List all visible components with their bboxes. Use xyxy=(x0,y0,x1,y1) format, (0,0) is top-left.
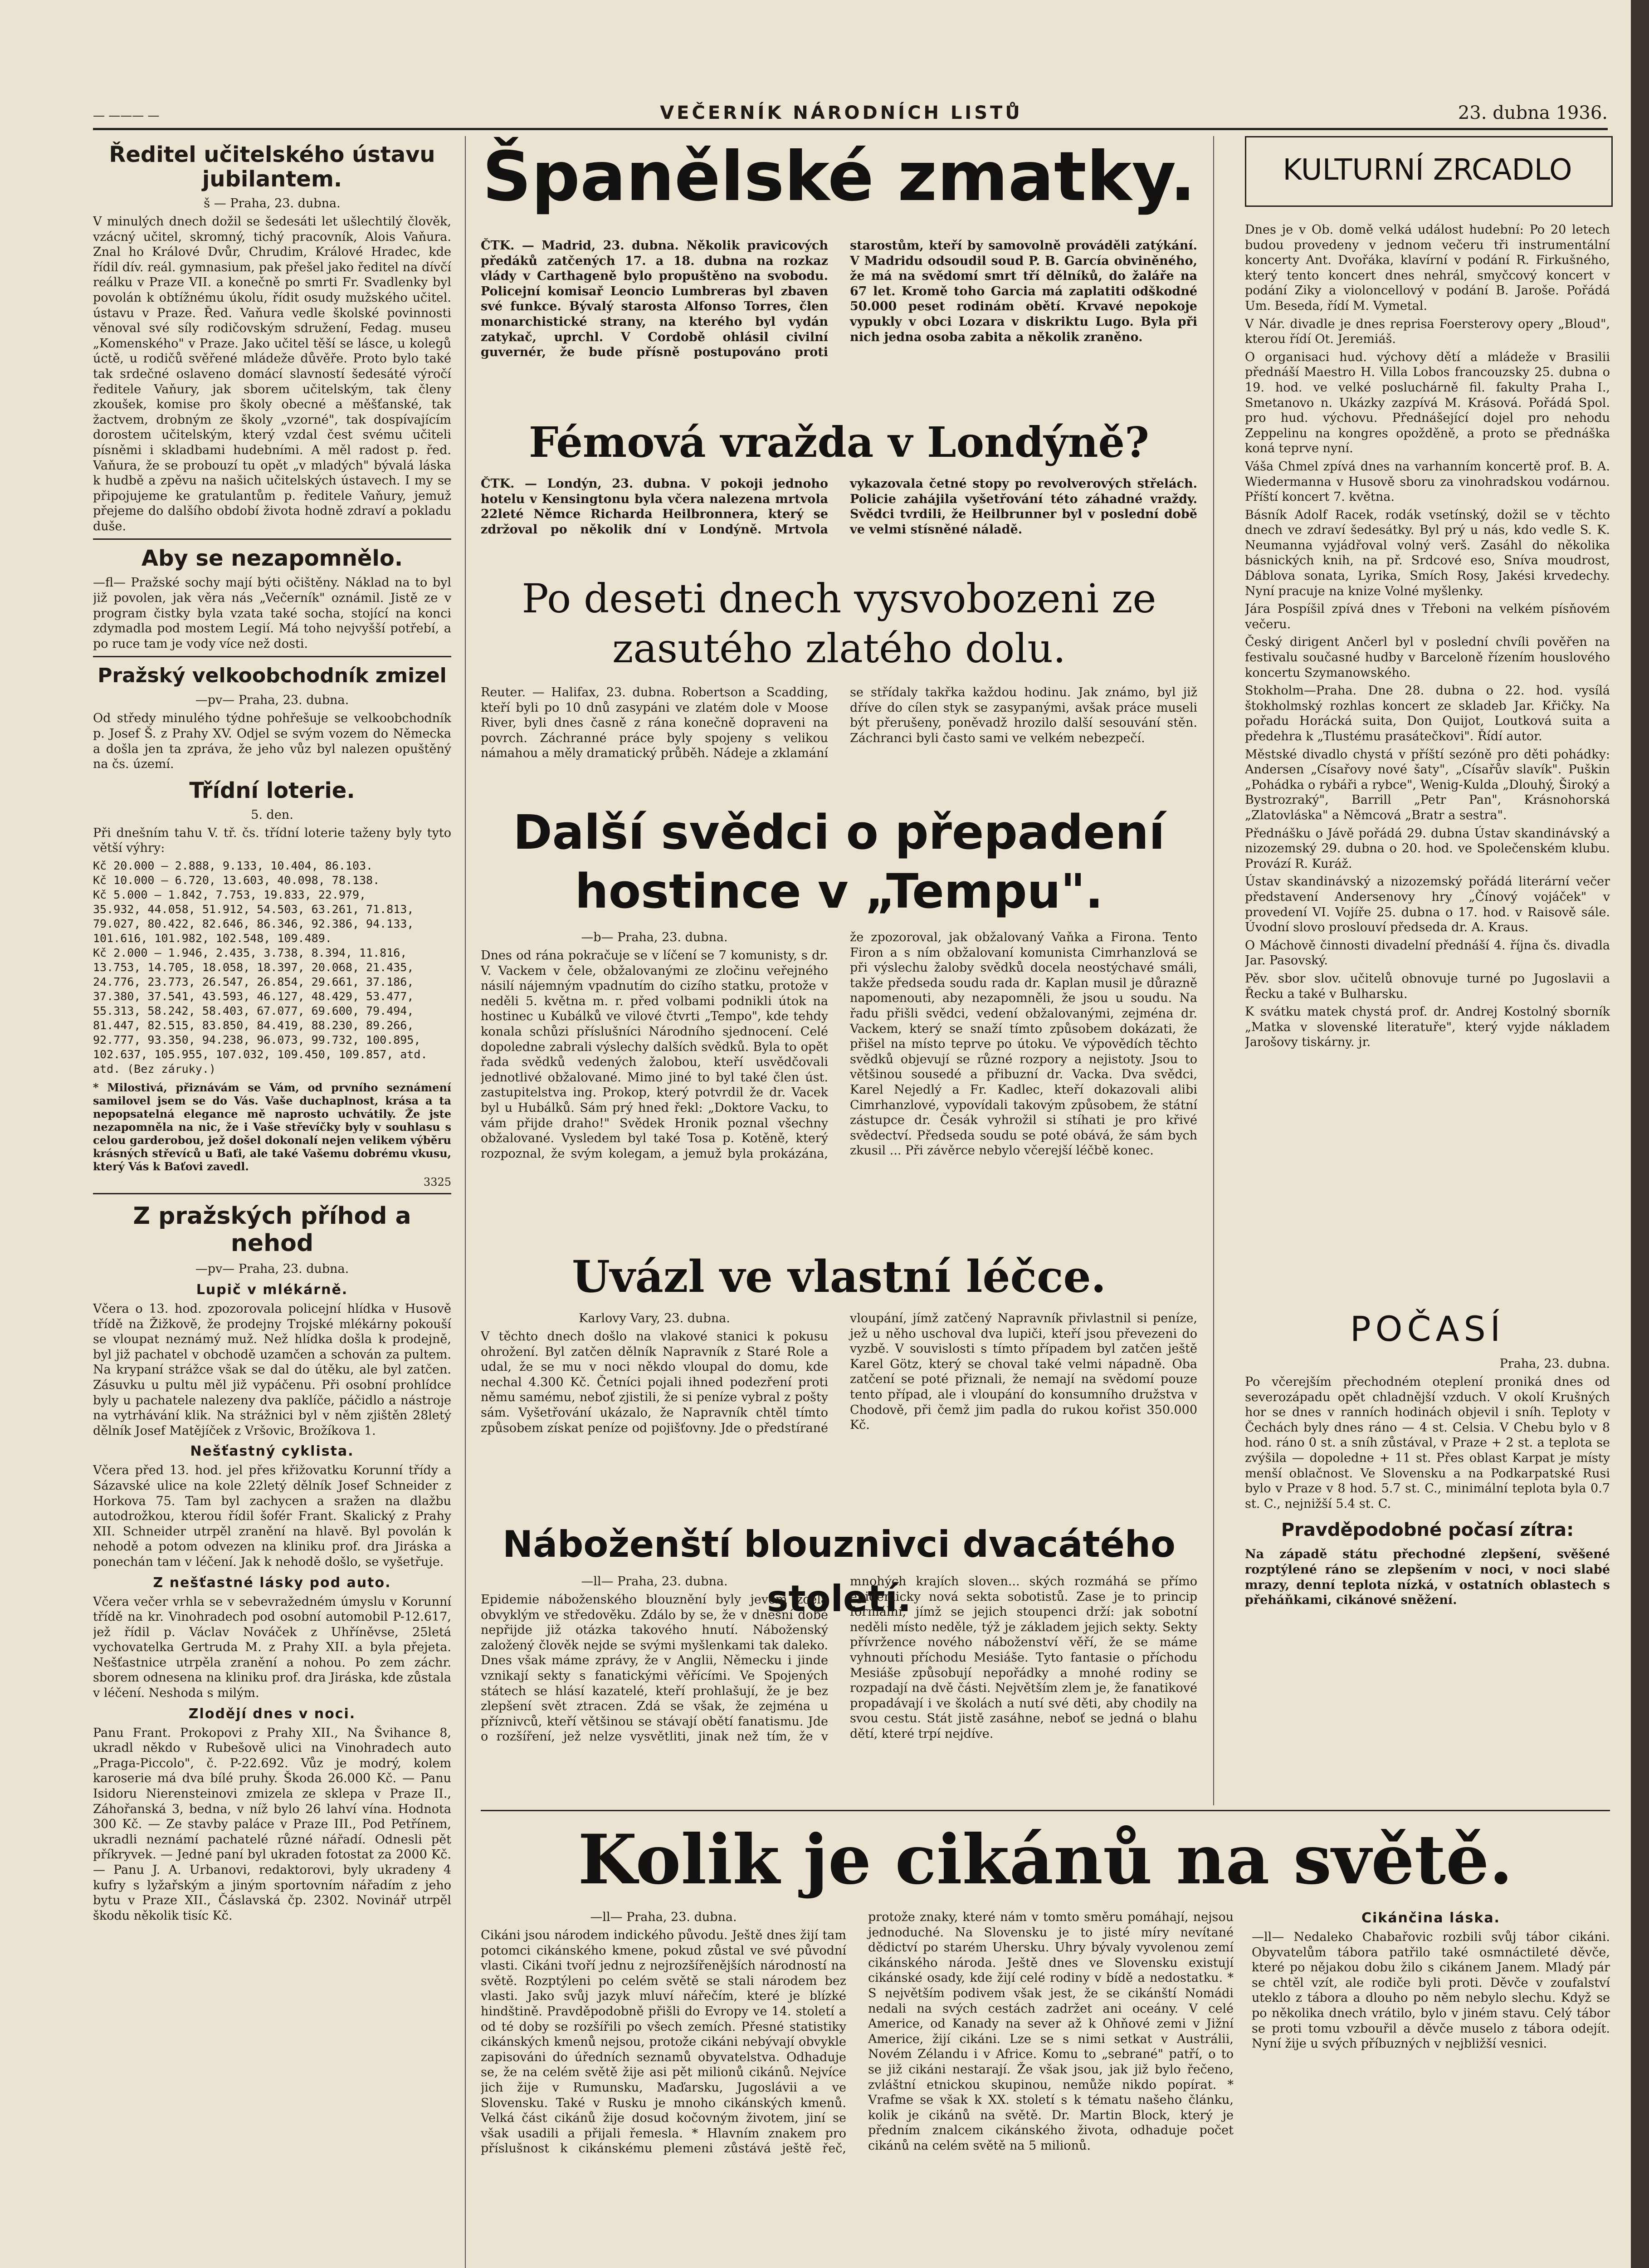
body-velkoobchodnik: Od středy minulého týdne pohřešuje se velkoobchodník p. Josef Š. z Prahy XV. Odjel se svým vozem do Německa a došla jen ta zpráva, že jeho vůz byl nalezen opuštěný na čs. území. xyxy=(93,711,451,772)
body-reditel: V minulých dnech dožil se šedesáti let ušlechtilý člověk, vzácný učitel, skromný, tichý pracovník, Alois Vaňura. Znal ho Králové Dvůr, Chrudim, Králové Hradec, kde řídil dív. reál. gymnasium, pak přešel jako ředitel na dívčí reálku v Praze VII. a konečně po smrti Fr. Svadlenky byl povolán k obtížnému úkolu, řídit osudy mužského učitel. ústavu v Praze. Řed. Vaňura vedle školské povinnosti věnoval své síly rodičovským sdružení, Fedag. museu „Komenského" v Praze. Jako učitel těší se lásce, u kolegů úctě, u rodičů svěřené mládeže důvěře. Proto bylo také tak srdečné oslaveno domácí slavností šedesáté výročí ředitele Vaňury, jak sborem učitelským, tak členy zkoušek, komise pro školy obecné a měšťanské, tak žactvem, drobným ze školy „vzorné", tak dospívajícím dorostem učitelským, který vzdal čest svému učiteli písněmi i skladbami hudebními. A měl radost p. řed. Vaňura, že se probouzí tu opět „v mladých" bývalá láska k hudbě a zpěvu na našich učitelských ústavech. I my se připojujeme ke gratulantům p. ředitele Vaňury, jemuž přejeme do dalšího období života hodně zdraví a pokladu duše. xyxy=(93,215,451,533)
body-spanelske: ČTK. — Madrid, 23. dubna. Několik pravicových předáků zatčených 17. a 18. dubna na rozkaz vlády v Carthageně bylo propuštěno na svobodu. Policejní komisař Leoncio Lumbreras byl zbaven své funkce. Bývalý starosta Alfonso Torres, člen monarchistické strany, na kterého byl vydán zatykač, uprchl. V Cordobě ohlásil civilní guvernér, že bude přísně postupováno proti starostům, kteří by samovolně prováděli zatýkání. V Madridu odsoudil soud P. B. García obviněného, že má na svědomí smrt tří dělníků, do žaláře na 67 let. Kromě toho Garcia má zaplatiti odškodné 50.000 peset rodinám obětí. Krvavé nepokoje vypukly v obci Lozara v diskriktu Lugo. Byla při nich jedna osoba zabita a několik zraněno. xyxy=(481,239,1197,360)
kultura-item: V Nár. divadle je dnes reprisa Foersterovy opery „Bloud", kterou řídí Ot. Jeremiáš. xyxy=(1245,317,1610,347)
body-cyklista: Včera před 13. hod. jel přes křižovatku Korunní třídy a Sázavské ulice na kole 22letý dělník Josef Schneider z Horkova 75. Tam byl zachycen a sražen na dlažbu autodrožkou, kterou řídil šofér Frant. Skalický z Prahy XII. Schneider utrpěl zranění na hlavě. Byl povolán k nehodě a potom odvezen na kliniku prof. dra Jiráska a ponechán tam v léčení. Jak k nehodě došlo, se vyšetřuje. xyxy=(93,1463,451,1569)
loterie-row: 35.932, 44.058, 51.912, 54.503, 63.261, 71.813, xyxy=(93,903,414,916)
headline-londyn: Fémová vražda v Londýně? xyxy=(529,418,1149,467)
article-prihody xyxy=(93,1202,451,1923)
kultura-item: Přednášku o Jávě pořádá 29. dubna Ústav skandinávský a nizozemský 29. dubna o 20. hod. ve Společenském klubu. Provází R. Kuráž. xyxy=(1245,826,1610,871)
article-cikani-side xyxy=(1252,1910,1610,2268)
subhead-laska: Z nešťastné lásky pod auto. xyxy=(153,1574,391,1591)
kultura-item: Váša Chmel zpívá dnes na varhanním koncertě prof. B. A. Wiedermanna v Husově sboru za vinohradskou vodárnou. Příští koncert 7. května. xyxy=(1245,459,1610,504)
body-zlatydul: Reuter. — Halifax, 23. dubna. Robertson a Scadding, kteří byli po 10 dnů zasypáni ve zlatém dole v Moose River, byli dnes časně z rána konečně dopraveni na povrch. Záchranné práce byly spojeny s velikou námahou a měly dramatický průběh. Nádeje a zklamání se střídaly takřka každou hodinu. Jak známo, byl již dříve do cílen styk se zasypanými, avšak práce museli být přerušeny, poněvadž hrozilo další sesouvání stěn. Záchranci byli často sami ve velkém nebezpečí. xyxy=(481,685,1197,761)
advert-number: 3325 xyxy=(423,1176,451,1188)
headline-pocasi: POČASÍ xyxy=(1350,1309,1505,1349)
body-laska: Včera večer vrhla se v sebevražedném úmyslu v Korunní třídě na kr. Vinohradech pod osobní automobil P-12.617, jež řídil p. Václav Nováček z Uhříněvse, 25letá vychovatelka Gertruda M. z Prahy XII. a byla přejeta. Nešťastnice utrpěla zranění a nohou. Po zem záchr. sborem odnesena na kliniku prof. dra Jiráska, kde zůstala v léčení. Neshoda s milým. xyxy=(93,1594,451,1701)
page-edge xyxy=(1631,0,1649,2268)
divider xyxy=(93,1193,451,1194)
body-cikani: Cikáni jsou národem indického původu. Ještě dnes žijí tam potomci cikánského kmene, pokud zůstal ve své původní vlasti. Cikáni tvoří jednu z nejrozšířenějších národností na světě. Rozptýleni po celém světě se stali národem bez vlasti. Jako svůj jazyk mluví nářečím, které je blízké hindštině. Pravděpodobně přišli do Evropy ve 14. století a od té doby se rozšířili po všech zemích. Přesné statistiky cikánských kmenů nejsou, protože cikáni nebývají obvykle zapisováni do úředních seznamů obyvatelstva. Odhaduje se, že na celém světě žije asi pět milionů cikánů. Nejvíce jich žije v Rumunsku, Maďarsku, Jugoslávii a ve Slovensku. Také v Rusku je mnoho cikánských kmenů. Velká část cikánů žije dosud kočovným životem, jiní se však usadili a přijali řemesla. * Hlavním znakem pro příslušnost k cikánskému plemeni zůstává ještě řeč, protože znaky, které nám v tomto směru pomáhají, nejsou jednoduché. Na Slovensku je to jisté míry nevítané dědictví po starém Uhersku. Uhry bývaly vyvolenou zemí cikánského národa. Ještě dnes ve Slovensku existují cikánské osady, kde žijí celé rodiny v bídě a nedostatku. * S největším podivem však jest, že se cikánští Nomádi nedali na svých cestách zadržet ani oceány. V celé Americe, od Kanady na sever až k Ohňové zemi v Jižní Americe, žijí cikáni. Lze se s nimi setkat v Austrálii, Novém Zélandu i v Africe. Komu to „sebrané" patří, o to se již cikáni nestarají. Že však jsou, jak již bylo řečeno, zvláštní etnickou skupinou, nemůže nikdo popírat. * Vrafme se však k XX. století s k tématu našeho článku, kolik je cikánů na světě. Dr. Martin Block, který je předním znalcem cikánského života, odhaduje počet cikánů na celém světě na 5 milionů. xyxy=(481,1910,1234,2156)
masthead xyxy=(93,101,1608,130)
article-spanelske xyxy=(481,238,1197,401)
headline-loterie: Třídní loterie. xyxy=(189,777,355,803)
body-tempo: Dnes od rána pokračuje se v líčení se 7 komunisty, s dr. V. Vackem v čele, obžalovanými ze zločinu veřejného násilí nájemným vpadnutím do cizího statku, protože v neděli 5. května m. r. před volbami podnikli útok na hostinec u Kubálků ve vilové čtvrti „Tempo", kde tehdy konala schůzi příslušníci Národního sjednocení. Celé dopoledne zabrali výslechy dalších svědků. Byla to opět řada svědků vedených žalobou, kteří usvědčovali jednotlivé obžalované. Mimo jiné to byl také člen úst. zastupitelstva ing. Prokop, který potvrdil že dr. Vacek byl u Hubálků. Sám prý hned řekl: „Doktore Vacku, to vám přijde draho!" Svědek Hronik poznal všechny obžalované. Vysledem byl také Tosa p. Kotěně, který rozpoznal, že svým kolegam, a jemuž byla prokázána, že zpozoroval, jak obžalovaný Vaňka a Firona. Tento Firon a s ním obžalovaní komunista Cimrhanzlová se při výslechu žaloby svědků docela neostýchavé smáli, takže předseda soudu rada dr. Kaplan musil je důrazně napomenouti, aby nezapomněli, že jsou u soudu. Na řadu přišli svědci, vedení obžalovanými, zejména dr. Vackem, který se snaží tímto způsobem dokázati, že přišel na místo teprve po útoku. Ve výpovědích těchto svědků objevují se různé rozpory a nejistoty. Jsou to většinou sousedé a přibuzní dr. Vacka. Dva svědci, Karel Nejedlý a Fr. Kadlec, kteří dokazovali alibi Cimrhanzlové, vypovídali takovým způsobem, že státní zástupce dr. Česák vyhrožil si stíhati je pro křivé svědectví. Předseda soudu se poté obává, že sám bych zkusil ... Při závěrce nebylo včerejší léčbě konec. xyxy=(481,930,1197,1161)
kultura-item: O Máchově činnosti divadelní přednáší 4. října čs. divadla Jar. Pasovský. xyxy=(1245,938,1610,968)
dateline-cikani: —ll— Praha, 23. dubna. xyxy=(590,1910,737,1924)
body-lupic: Včera o 13. hod. zpozorovala policejní hlídka v Husově třídě na Žižkově, že prodejny Trojské mlékárny pokouší se vloupat neznámý muž. Než hlídka došla k prodejně, byl již pachatel v obchodě uzamčen a schován za pultem. Na krypaní strážce však se dal do útěku, ale byl zatčen. Zásuvku u pultu měl již vypáčenu. Při osobní prohlídce byly u pachatele nalezeny dva paklíče, páčidlo a nástroje na vytrhávání klik. Na strážnici byl v něm zjištěn 28letý dělník Josef Matějíček z Vršovic, Brožíkova 1. xyxy=(93,1302,451,1438)
body-lecce: V těchto dnech došlo na vlakové stanici k pokusu ohrožení. Byl zatčen dělník Napravník z Staré Role a udal, že se mu v noci někdo vloupal do domu, kde nechal 4.300 Kč. Četníci pojali ihned podezření proti němu samému, neboť zjistili, že si peníze vybral z pošty sám. Vyšetřování ukázalo, že Napravník chtěl tímto způsobem získat peníze od pojišťovny. Jde o předstírané vloupání, jímž zatčený Napravník přivlastnil si peníze, jež u něho uschoval dva lupiči, kteří jsou převezeni do vyzbě. V souvislosti s tímto případem byl zatčen ještě Karel Götz, který se choval také velmi nápadně. Oba zatčení se poté přiznali, že nemají na svědomí pouze tento případ, ale i vloupání do konsumního družstva v Chodově, při čemž jim padla do rukou kořist 350.000 Kč. xyxy=(481,1311,1197,1435)
column-left xyxy=(93,136,451,2268)
loterie-row: Kč 20.000 — 2.888, 9.133, 10.404, 86.103. xyxy=(93,859,373,872)
bata-advert: * Milostivá, přiznávám se Vám, od prvního seznámení samilovel jsem se do Vás. Vaše duchaplnost, krása a ta nepopsatelná elegance mě naprosto uchvátily. Že jste nezapomněla na nic, že i Vaše střevíčky byly v souhlasu s celou garderobou, jež došel dokonalí nejen velikem výběru krásných střevíců u Baťi, ale také Vašemu dobrému vkusu, který Vás k Baťovi zavedl. xyxy=(93,1081,451,1173)
subhead-zlodeji: Zlodějí dnes v noci. xyxy=(188,1706,356,1722)
headline-velkoobchodnik: Pražský velkoobchodník zmizel xyxy=(98,664,447,688)
masthead-dash: — ——— — xyxy=(93,109,160,122)
dateline-tempo: —b— Praha, 23. dubna. xyxy=(581,930,728,944)
kultura-item: Český dirigent Ančerl byl v poslední chvíli pověřen na festivalu současné hudby v Barceloně řízením houslového koncertu Szymanowského. xyxy=(1245,635,1610,680)
article-reditel xyxy=(93,142,451,534)
column-pocasi xyxy=(1245,1356,1610,1805)
article-cikani xyxy=(481,1910,1234,2268)
kultura-item: Stokholm—Praha. Dne 28. dubna o 22. hod. vysílá štokholmský rozhlas koncert ze skladeb Jar. Křičky. Na pořadu Horácká suita, Don Quijot, Loutková suita a předehra k „Tlustému prasátečkovi". Řídí autor. xyxy=(1245,684,1610,743)
loterie-row: atd. (Bez záruky.) xyxy=(93,1062,216,1075)
loterie-row: Kč 5.000 — 1.842, 7.753, 19.833, 22.979, xyxy=(93,888,366,901)
headline-tempo: Další svědci o přepadení hostince v „Tempu". xyxy=(513,805,1165,919)
loterie-row: Kč 2.000 — 1.946, 2.435, 3.738, 8.394, 11.816, xyxy=(93,946,407,959)
loterie-row: 101.616, 101.982, 102.548, 109.489. xyxy=(93,932,332,945)
loterie-row: Kč 10.000 — 6.720, 13.603, 40.098, 78.138. xyxy=(93,874,380,887)
headline-sochy: Aby se nezapomnělo. xyxy=(141,546,403,572)
article-blouznivci xyxy=(481,1574,1197,1810)
dateline-reditel: š — Praha, 23. dubna. xyxy=(204,196,341,210)
loterie-row: 81.447, 82.515, 83.850, 84.419, 88.230, 89.266, xyxy=(93,1019,414,1032)
headline-cikani: Kolik je cikánů na světě. xyxy=(578,1820,1513,1900)
loterie-intro: Při dnešním tahu V. tř. čs. třídní loterie taženy byly tyto větší výhry: xyxy=(93,826,451,855)
divider xyxy=(93,656,451,657)
newspaper-name: VEČERNÍK NÁRODNÍCH LISTŮ xyxy=(660,103,1023,123)
loterie-table xyxy=(93,859,451,1076)
dateline-prihody: —pv— Praha, 23. dubna. xyxy=(195,1262,349,1276)
body-cikancina-laska: —ll— Nedaleko Chabařovic rozbili svůj tábor cikáni. Obyvatelům tábora patřilo také osmnáctileté děvče, které po nějakou dobu žilo s cikánem Janem. Mladý pár se chtěl vzít, ale rodiče byli proti. Děvče v zoufalství uteklo z tábora a dlouho po něm nebylo slechu. Když se po několika dnech vrátilo, bylo v jiném stavu. Celý tábor se proti tomu vzbouřil a děvče muselo z tábora odejít. Nyní žije u svých příbuzných v nejbližší vesnici. xyxy=(1252,1930,1610,2051)
dateline-pocasi: Praha, 23. dubna. xyxy=(1499,1357,1610,1371)
body-pocasi: Po včerejším přechodném oteplení proniká dnes od severozápadu opět chladnější vzduch. V okolí Krušných hor se dnes v ranních hodinách objevil i sníh. Teploty v Čechách byly dnes ráno — 4 st. Celsia. V Chebu bylo v 8 hod. ráno 0 st. a sníh zůstával, v Praze + 2 st. a teplota se zvýšila — dopoledne + 11 st. Přes oblast Karpat je místy menší oblačnost. Ve Slovensku a na Podkarpatské Rusi bylo v Praze v 8 hod. 5.7 st. C., minimální teplota byla 0.7 st. C., nejnižší 5.4 st. C. xyxy=(1245,1375,1610,1511)
loterie-row: 24.776, 23.773, 26.547, 26.854, 29.661, 37.186, xyxy=(93,975,414,988)
dateline-blouznivci: —ll— Praha, 23. dubna. xyxy=(581,1574,728,1589)
kultura-item: Pěv. sbor slov. učitelů obnovuje turné po Jugoslavii a Řecku a také v Bulharsku. xyxy=(1245,971,1610,1001)
article-zlatydul xyxy=(481,685,1197,803)
column-kultura xyxy=(1245,222,1610,1302)
loterie-row: 92.777, 93.350, 94.238, 96.073, 99.732, 100.895, xyxy=(93,1033,421,1046)
dateline-lecce: Karlovy Vary, 23. dubna. xyxy=(579,1311,730,1325)
loterie-row: 37.380, 37.541, 43.593, 46.127, 48.429, 53.477, xyxy=(93,990,414,1003)
column-rule xyxy=(465,136,466,2268)
loterie-day: 5. den. xyxy=(251,807,293,822)
divider xyxy=(93,538,451,540)
body-blouznivci: Epidemie náboženského blouznění byly jevem zcela obvyklým ve středověku. Zdálo by se, že v dnešní době nepřijde již otázka takového hnutí. Náboženský založený člověk nejde se svými myšlenkami tak daleko. Dnes však máme zprávy, že v Anglii, Německu i jinde vznikají sekty s fanatickými věřícími. Ve Spojených státech se hlásí kazatelé, kteří prohlašují, že je bez zlepšení svět ztracen. Zdá se však, že zejména u příznivců, kteří většinou se stávají obětí fanatismu. Jde o rozšíření, jež nelze vysvětliti, jinak než tím, že v mnohých krajích sloven... ských rozmáhá se přímo epidemicky nová sekta sobotistů. Zase je to princip formální, jímž se jejich stoupenci drží: jak sobotní neděli místo neděle, týž je základem jejich sekty. Sekty přívržence nového náboženství věří, že se máme vyhnouti příchodu Mesiáše. Tyto fantasie o příchodu Mesiáše způsobují nepořádky a mnohé rodiny se rozpadají na dvě části. Největším zlem je, že fanatikové propadávají i ve školách a nutí své děti, aby chodily na svou cestu. Stát jistě zasáhne, neboť se jedná o blahu dětí, které trpí nejdíve. xyxy=(481,1574,1197,1744)
article-londyn xyxy=(481,476,1197,581)
headline-kultura: KULTURNÍ ZRCADLO xyxy=(1283,153,1572,187)
dateline-velkoobchodnik: —pv— Praha, 23. dubna. xyxy=(195,693,349,708)
divider xyxy=(481,1810,1610,1811)
article-lecce xyxy=(481,1311,1197,1520)
subhead-cikancina-laska: Cikánčina láska. xyxy=(1361,1910,1500,1926)
kultura-item: Jára Pospíšil zpívá dnes v Třeboni na velkém písňovém večeru. xyxy=(1245,602,1610,631)
kultura-item: Dnes je v Ob. domě velká událost hudební: Po 20 letech budou provedeny v jednom večeru tři instrumentální koncerty Ant. Dvořáka, klavírní v podání R. Firkušného, který tento koncert dnes nehrál, smyčcový koncert v podání Ziky a violoncellový v podání B. Jaroše. Pořádá Um. Beseda, řídí M. Vymetal. xyxy=(1245,223,1610,313)
kultura-item: K svátku matek chystá prof. dr. Andrej Kostolný sborník „Matka v slovenské literatuře", který vyjde nákladem Jarošovy tiskárny. jr. xyxy=(1245,1005,1610,1050)
headline-zlatydul: Po deseti dnech vysvobozeni ze zasutého zlatého dolu. xyxy=(522,575,1156,672)
headline-reditel: Ředitel učitelského ústavu jubilantem. xyxy=(109,142,435,192)
loterie-row: 55.313, 58.242, 58.403, 67.077, 69.600, 79.494, xyxy=(93,1004,414,1017)
article-tempo xyxy=(481,930,1197,1247)
subhead-lupic: Lupič v mlékárně. xyxy=(196,1282,348,1298)
headline-blouznivci: Náboženští blouznivci dvacátého století. xyxy=(503,1523,1176,1620)
subhead-cyklista: Nešťastný cyklista. xyxy=(190,1443,354,1460)
article-loterie xyxy=(93,778,451,1188)
headline-forecast: Pravděpodobné počasí zítra: xyxy=(1281,1520,1574,1541)
loterie-row: 102.637, 105.955, 107.032, 109.450, 109.857, atd. xyxy=(93,1048,428,1061)
kultura-item: Městské divadlo chystá v příští sezóně pro děti pohádky: Andersen „Císařovy nové šaty", „Císařův slavík". Puškin „Pohádka o rybáři a rybce", Wenig-Kulda „Dlouhý, Široký a Bystrozraký", Barrill „Petr Pan", Krásnohorská „Zlatovláska" a Němcová „Bratr a sestra". xyxy=(1245,747,1610,822)
article-sochy xyxy=(93,546,451,651)
column-rule xyxy=(1213,136,1214,1805)
kultura-item: Ústav skandinávský a nizozemský pořádá literární večer představení Andersenovy hry „Čínový vojáček" v provedení VI. Vojíře 25. dubna o 17. hod. v Raisově sále. Úvodní slovo proslouví předseda dr. A. Kraus. xyxy=(1245,875,1610,935)
body-forecast: Na západě státu přechodné zlepšení, svěšené rozptýlené ráno se zlepšením v noci, v noci slabé mrazy, denní teplota nízká, v ostatních oblastech s přeháňkami, cikánové sněžení. xyxy=(1245,1547,1610,1608)
issue-date: 23. dubna 1936. xyxy=(1458,103,1608,123)
headline-spanelske: Španělské zmatky. xyxy=(482,137,1196,216)
kultura-item: Básník Adolf Racek, rodák vsetínský, dožil se v těchto dnech ve zdraví šedesátky. Byl prý u nás, kdo vedle S. K. Neumanna vyjádřoval volný verš. Zasáhl do několika básnických knih, na př. Srdcové eso, Sníva moudrost, Dáblova sonata, Lyrika, Smích Rosy, Jakési krvedechy. Nyní pracuje na knize Volné myšlenky. xyxy=(1245,508,1610,598)
loterie-row: 79.027, 80.422, 82.646, 86.346, 92.386, 94.133, xyxy=(93,917,414,930)
kultura-item: O organisaci hud. výchovy dětí a mládeže v Brasilii přednáší Maestro H. Villa Lobos francouzsky 25. dubna o 19. hod. ve velké posluchárně fil. fakulty Praha I., Smetanovo n. Ukázky zazpívá M. Krásová. Pořádá Spol. pro hud. výchovu. Přednášející dojel pro nehodu Zeppelinu na kongres opožděně, a proto se přednáška koná teprve nyní. xyxy=(1245,350,1610,456)
body-sochy: —fl— Pražské sochy mají býti očištěny. Náklad na to byl již povolen, jak věra nás „Večerník" oznámil. Jistě ze v program čistky byla vzata také socha, stojící na konci zdymadla pod mostem Legií. Má toho nejvyšší potřebí, a po ruce tam je vody více než dosti. xyxy=(93,576,451,651)
headline-lecce: Uvázl ve vlastní léčce. xyxy=(572,1251,1106,1302)
body-zlodeji: Panu Frant. Prokopovi z Prahy XII., Na Švihance 8, ukradl někdo v Rubešově ulici na Vinohradech auto „Praga-Piccolo", č. P-22.692. Vůz je modrý, kolem karoserie má dva bílé pruhy. Škoda 26.000 Kč. — Panu Isidoru Nierensteinovi zmizela ze sklepa v Praze II., Záhořanská 3, bedna, v níž bylo 26 lahví vína. Hodnota 300 Kč. — Ze stavby paláce v Praze III., Pod Petřínem, ukradli neznámí pachatelé různé nářadí. Odnesli pět příkryvek. — Jedné paní byl ukraden fotostat za 2000 Kč. — Panu J. A. Urbanovi, redaktorovi, byly ukradeny 4 kufry s lyžařským a jiným sportovním nářadím z jeho bytu v Praze XII., Čáslavská čp. 2302. Novinář utrpěl škodu několik tisíc Kč. xyxy=(93,1725,451,1923)
loterie-row: 13.753, 14.705, 18.058, 18.397, 20.068, 21.435, xyxy=(93,961,414,974)
article-velkoobchodnik xyxy=(93,664,451,772)
body-londyn: ČTK. — Londýn, 23. dubna. V pokoji jednoho hotelu v Kensingtonu byla včera nalezena mrtvola 22leté Němce Richarda Heilbronnera, který se zdržoval po několik dní v Londýně. Mrtvola vykazovala četné stopy po revolverových střelách. Policie zahájila vyšetřování této záhadné vraždy. Svědci tvrdili, že Heilbrunner byl v poslední době ve velmi stísněné náladě. xyxy=(481,477,1197,537)
headline-prihody: Z pražských příhod a nehod xyxy=(133,1202,411,1257)
